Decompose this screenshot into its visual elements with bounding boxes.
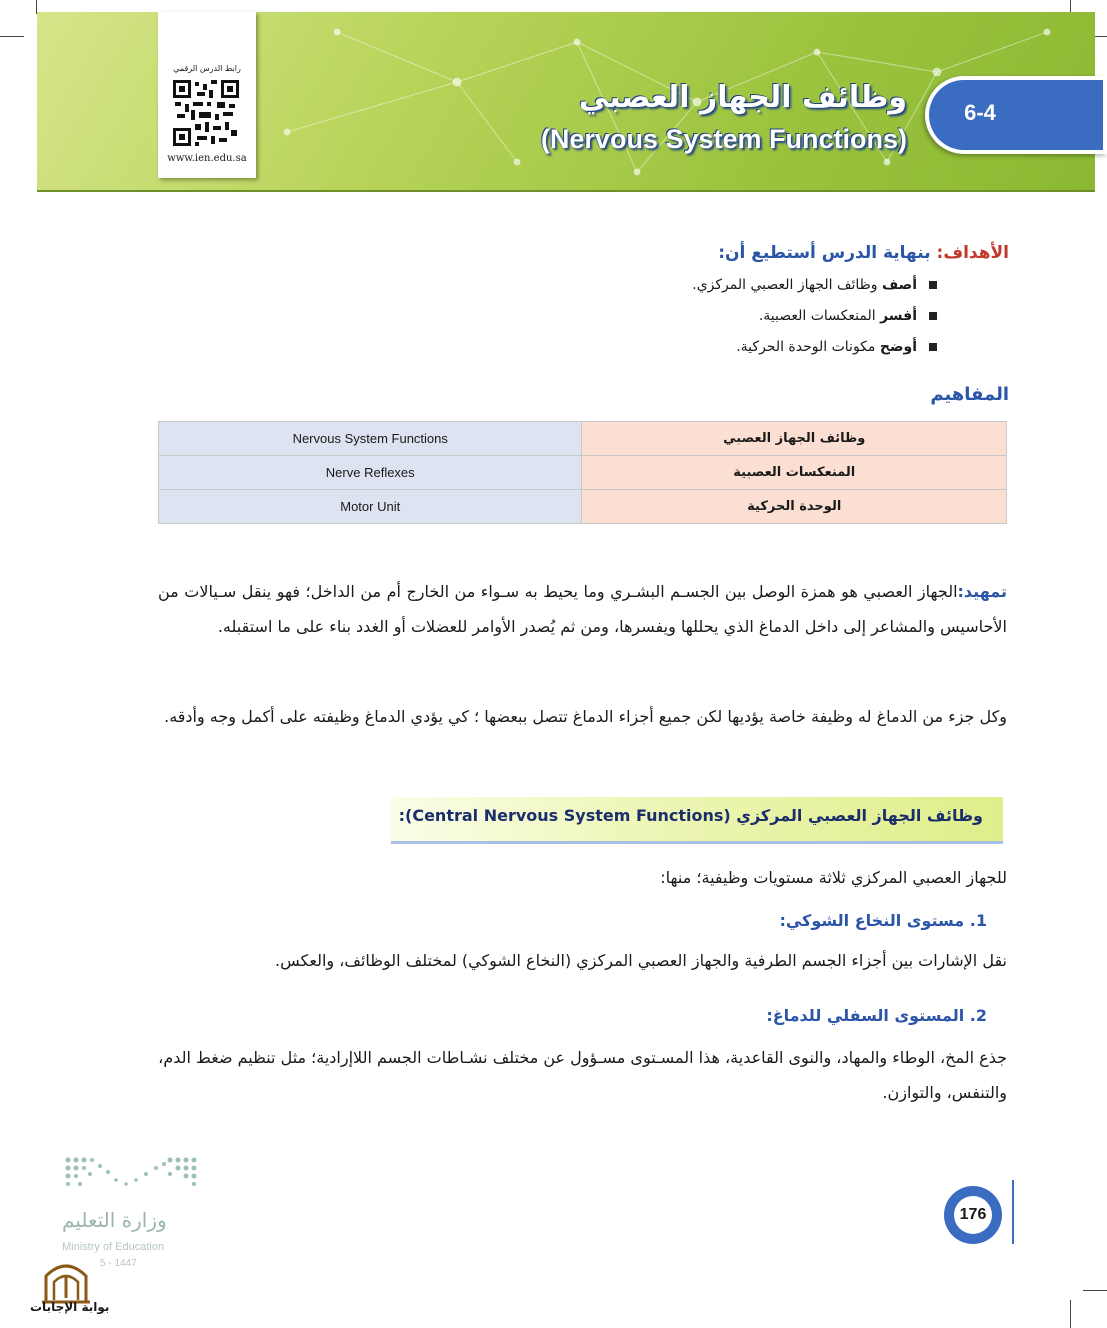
- level-text: جذع المخ، الوطاء والمهاد، والنوى القاعدية، هذا المسـتوى مسـؤول عن مختلف نشـاطات الجسم اللاإرادية؛ مثل تنظيم ضغط الدم، والتنفس، والتوازن.: [158, 1048, 1007, 1102]
- qr-caption: رابط الدرس الرقمي: [173, 64, 241, 73]
- concept-english: Motor Unit: [159, 490, 582, 524]
- intro-label: تمهيد:: [957, 582, 1007, 601]
- table-row: [159, 490, 1007, 524]
- lesson-title-arabic: وظائف الجهاز العصبي: [578, 80, 907, 115]
- qr-code-icon[interactable]: [173, 80, 239, 146]
- objectives-label: الأهداف:: [936, 243, 1009, 263]
- lesson-number-badge: [925, 76, 1107, 154]
- objective-verb: أوضح: [879, 339, 917, 355]
- edition-year: 5 - 1447: [100, 1258, 137, 1269]
- objective-text: مكونات الوحدة الحركية.: [736, 339, 880, 355]
- section-intro: للجهاز العصبي المركزي ثلاثة مستويات وظيفية؛ منها:: [660, 868, 1007, 887]
- square-bullet-icon: [929, 312, 937, 320]
- square-bullet-icon: [929, 281, 937, 289]
- page-number: 176: [954, 1196, 992, 1234]
- page-number-rule: [1012, 1180, 1014, 1244]
- intro-paragraph: [158, 574, 1007, 644]
- site-logo-icon: [34, 1254, 98, 1328]
- concept-english: Nerve Reflexes: [159, 456, 582, 490]
- ministry-name-english: Ministry of Education: [62, 1241, 165, 1253]
- concept-arabic: وظائف الجهاز العصبي: [582, 422, 1007, 456]
- concept-english: Nervous System Functions: [159, 422, 582, 456]
- concepts-table: [158, 421, 1007, 524]
- table-row: [159, 456, 1007, 490]
- lesson-number: 6-4: [964, 100, 996, 125]
- level-title: 1. مستوى النخاع الشوكي:: [779, 911, 987, 930]
- objective-verb: أصف: [882, 277, 917, 293]
- objective-text: المنعكسات العصبية.: [758, 308, 881, 324]
- concept-arabic: الوحدة الحركية: [582, 490, 1007, 524]
- table-row: [159, 422, 1007, 456]
- objective-verb: أفسر: [880, 308, 917, 324]
- level-text: نقل الإشارات بين أجزاء الجسم الطرفية والجهاز العصبي المركزي (النخاع الشوكي) لمختلف الوظائف، والعكس.: [275, 951, 1007, 970]
- qr-url[interactable]: www.ien.edu.sa: [167, 153, 247, 164]
- objectives-lead: بنهاية الدرس أستطيع أن:: [718, 243, 931, 263]
- objective-item: [692, 277, 937, 293]
- objectives-heading: [718, 243, 1009, 263]
- square-bullet-icon: [929, 343, 937, 351]
- lesson-title-english: (Nervous System Functions): [540, 124, 907, 154]
- section-heading: وظائف الجهاز العصبي المركزي (Central Nervous System Functions):: [398, 806, 983, 825]
- objective-item: [759, 308, 937, 324]
- level-title: 2. المستوى السفلي للدماغ:: [766, 1006, 987, 1025]
- crop-mark: [0, 36, 24, 37]
- crop-mark: [1070, 1300, 1071, 1328]
- intro-text: الجهاز العصبي هو همزة الوصل بين الجسـم البشـري وما يحيط به سـواء من الخارج أم من الداخل؛ فهو ينقل سـيالات من الأحاسيس والمشاعر إلى داخل الدماغ الذي يحللها ويفسرها، ومن ثم يُصدر الأوامر للعضلات أو الغدد بناء على ما استقبله.: [158, 582, 1007, 636]
- crop-mark: [1083, 1290, 1107, 1291]
- site-name: بوابة الإجابات: [30, 1300, 110, 1314]
- concepts-heading: المفاهيم: [930, 384, 1009, 405]
- objective-text: وظائف الجهاز العصبي المركزي.: [692, 277, 882, 293]
- objective-item: [736, 339, 937, 355]
- concept-arabic: المنعكسات العصبية: [582, 456, 1007, 490]
- ministry-name-arabic: وزارة التعليم: [62, 1208, 167, 1232]
- intro-paragraph-2: وكل جزء من الدماغ له وظيفة خاصة يؤديها لكن جميع أجزاء الدماغ تتصل ببعضها ؛ كي يؤدي الدماغ وظيفته على أكمل وجه وأدقه.: [164, 707, 1007, 726]
